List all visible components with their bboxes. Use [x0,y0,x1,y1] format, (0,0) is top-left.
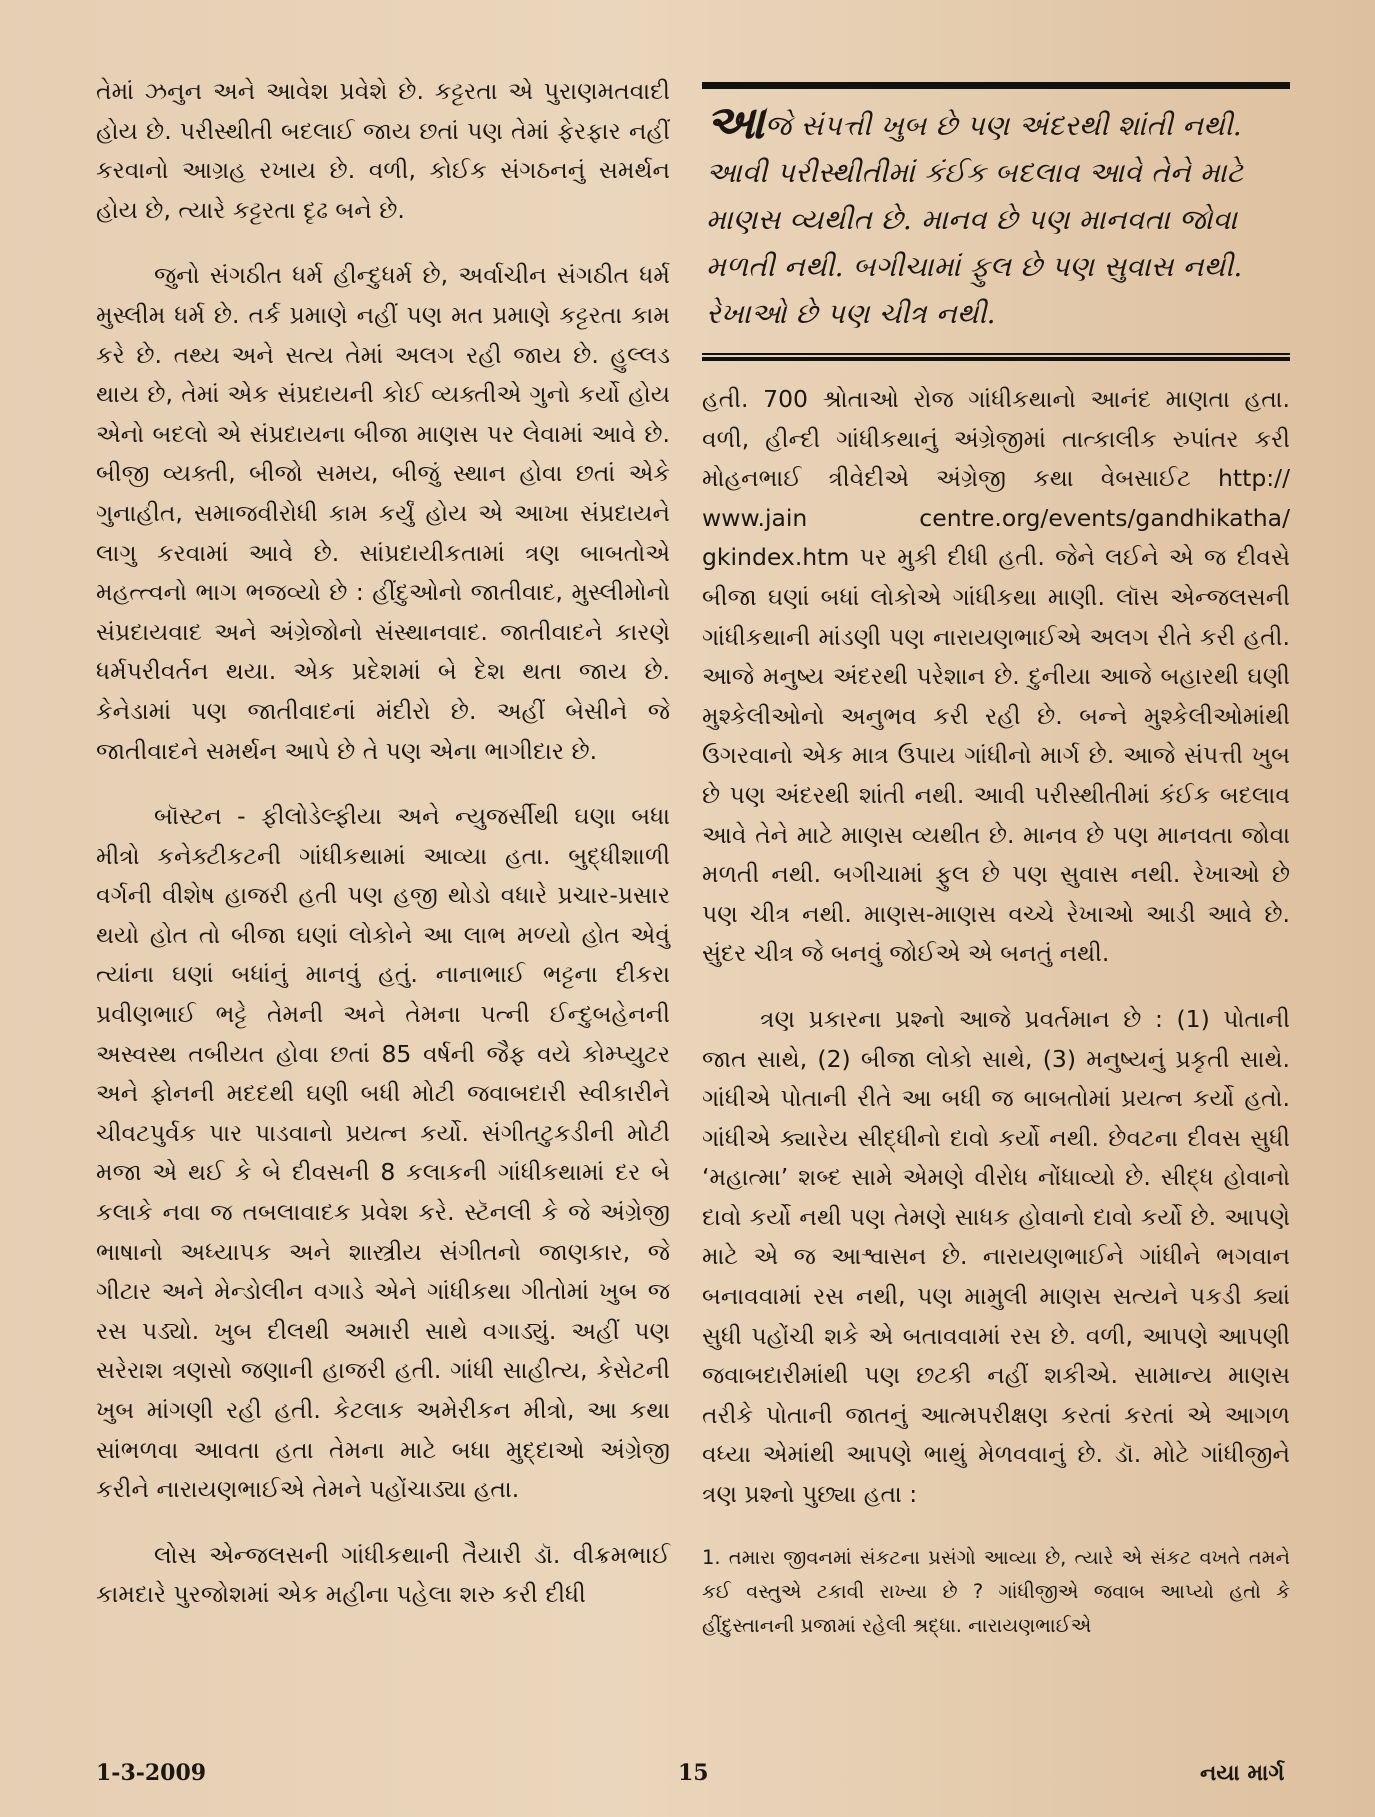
pull-quote-bottom-rule [702,353,1290,355]
pull-quote [702,82,1290,361]
pull-quote-text [702,89,1290,349]
paragraph: ત્રણ પ્રકારના પ્રશ્નો આજે પ્રવર્તમાન છે : (1) પોતાની જાત સાથે, (2) બીજા લોકો સાથે, (3) મનુષ્યનું પ્રકૃતી સાથે. ગાંધીએ પોતાની રીતે આ બધી જ બાબતોમાં પ્રયત્ન કર્યો હતો. ગાંધીએ ક્યારેય સીદ્ધીનો દાવો કર્યો નથી. છેવટના દીવસ સુધી ‘મહાત્મા’ શબ્દ સામે એમણે વીરોધ નોંધાવ્યો છે. સીદ્ધ હોવાનો દાવો કર્યો નથી પણ તેમણે સાધક હોવાનો દાવો કર્યો છે. આપણે માટે એ જ આશ્વાસન છે. નારાયણભાઈને ગાંધીને ભગવાન બનાવવામાં રસ નથી, પણ મામુલી માણસ સત્યને પકડી ક્યાં સુધી પહોંચી શકે એ બતાવવામાં રસ છે. વળી, આપણે આપણી જવાબદારીમાંથી પણ છટકી નહીં શકીએ. સામાન્ય માણસ તરીકે પોતાની જાતનું આત્મપરીક્ષણ કરતાં કરતાં એ આગળ વધ્યા એમાંથી આપણે ભાથું મેળવવાનું છે. ડૉ. મોટે ગાંધીજીને ત્રણ પ્રશ્નો પુછ્યા હતા : [702,1004,1290,1509]
paragraph: લોસ એન્જલસની ગાંધીકથાની તૈયારી ડૉ. વીક્રમભાઈ કામદારે પુરજોશમાં એક મહીના પહેલા શરુ કરી દીધી [96,1540,670,1609]
right-column [702,380,1290,1669]
paragraph: હતી. 700 શ્રોતાઓ રોજ ગાંધીકથાનો આનંદ માણતા હતા. વળી, હીન્દી ગાંધીકથાનું અંગ્રેજીમાં તાત્કાલીક રુપાંતર કરી મોહનભાઈ ત્રીવેદીએ અંગ્રેજી કથા વેબસાઈટ http:// www.jain centre.org/events/gandhikatha/ gkindex.htm પર મુકી દીધી હતી. જેને લઈને એ જ દીવસે બીજા ઘણાં બધાં લોકોએ ગાંધીકથા માણી. લૉસ એન્જલસની ગાંધીકથાની માંડણી પણ નારાયણભાઈએ અલગ રીતે કરી હતી. આજે મનુષ્ય અંદરથી પરેશાન છે. દુનીયા આજે બહારથી ઘણી મુશ્કેલીઓનો અનુભવ કરી રહી છે. બન્ને મુશ્કેલીઓમાંથી ઉગરવાનો એક માત્ર ઉપાય ગાંધીનો માર્ગ છે. આજે સંપત્તી ખુબ છે પણ અંદરથી શાંતી નથી. આવી પરીસ્થીતીમાં કંઈક બદલાવ આવે તેને માટે માણસ વ્યથીત છે. માનવ છે પણ માનવતા જોવા મળતી નથી. બગીચામાં ફુલ છે પણ સુવાસ નથી. રેખાઓ છે પણ ચીત્ર નથી. માણસ-માણસ વચ્ચે રેખાઓ આડી આવે છે. સુંદર ચીત્ર જે બનવું જોઈએ એ બનતું નથી. [702,385,1290,968]
numbered-question: 1. તમારા જીવનમાં સંકટના પ્રસંગો આવ્યા છે, ત્યારે એ સંકટ વખતે તમને કઈ વસ્તુએ ટકાવી રાખ્યા છે ? ગાંધીજીએ જવાબ આપ્યો હતો કે હીંદુસ્તાનની પ્રજામાં રહેલી શ્રદ્ધા. નારાયણભાઈએ [702,1545,1290,1637]
paragraph: જુનો સંગઠીત ધર્મ હીન્દુધર્મ છે, અર્વાચીન સંગઠીત ધર્મ મુસ્લીમ ધર્મ છે. તર્ક પ્રમાણે નહીં પણ મત પ્રમાણે કટ્ટરતા કામ કરે છે. તથ્ય અને સત્ય તેમાં અલગ રહી જાય છે. હુલ્લડ થાય છે, તેમાં એક સંપ્રદાયની કોઈ વ્યક્તીએ ગુનો કર્યો હોય એનો બદલો એ સંપ્રદાયના બીજા માણસ પર લેવામાં આવે છે. બીજી વ્યક્તી, બીજો સમય, બીજું સ્થાન હોવા છતાં એકે ગુનાહીત, સમાજવીરોધી કામ કર્યું હોય એ આખા સંપ્રદાયને લાગુ કરવામાં આવે છે. સાંપ્રદાયીકતામાં ત્રણ બાબતોએ મહત્ત્વનો ભાગ ભજવ્યો છે : હીંદુઓનો જાતીવાદ, મુસ્લીમોનો સંપ્રદાયવાદ અને અંગ્રેજોનો સંસ્થાનવાદ. જાતીવાદને કારણે ધર્મપરીવર્તન થયા. એક પ્રદેશમાં બે દેશ થતા જાય છે. કેનેડામાં પણ જાતીવાદનાં મંદીરો છે. અહીં બેસીને જે જાતીવાદને સમર્થન આપે છે તે પણ એના ભાગીદાર છે. [96,261,670,765]
pull-quote-top-rule [702,82,1290,89]
pull-quote-bottom-rule-thick [702,357,1290,361]
pull-quote-dropcap: આ [706,95,765,149]
pull-quote-body: જે સંપત્તી ખુબ છે પણ અંદરથી શાંતી નથી. આવી પરીસ્થીતીમાં કંઈક બદલાવ આવે તેને માટે માણસ વ્યથીત છે. માનવ છે પણ માનવતા જોવા મળતી નથી. બગીચામાં ફુલ છે પણ સુવાસ નથી. રેખાઓ છે પણ ચીત્ર નથી. [706,109,1244,330]
magazine-name: નયા માર્ગ [1200,1760,1285,1786]
left-column [96,72,670,1641]
page-number: 15 [678,1760,709,1786]
paragraph: તેમાં ઝનુન અને આવેશ પ્રવેશે છે. કટ્ટરતા એ પુરાણમતવાદી હોય છે. પરીસ્થીતી બદલાઈ જાય છતાં પણ તેમાં ફેરફાર નહીં કરવાનો આગ્રહ રખાય છે. વળી, કોઈક સંગઠનનું સમર્થન હોય છે, ત્યારે કટ્ટરતા દૃઢ બને છે. [96,77,670,224]
paragraph: બૉસ્ટન - ફીલોડેલ્ફીયા અને ન્યુજર્સીથી ઘણા બધા મીત્રો કનેક્ટીકટની ગાંધીકથામાં આવ્યા હતા. બુદ્ધીશાળી વર્ગની વીશેષ હાજરી હતી પણ હજી થોડો વધારે પ્રચાર-પ્રસાર થયો હોત તો બીજા ઘણાં લોકોને આ લાભ મળ્યો હોત એવું ત્યાંના ઘણાં બધાંનું માનવું હતું. નાનાભાઈ ભટ્ટના દીકરા પ્રવીણભાઈ ભટ્ટે તેમની અને તેમના પત્ની ઈન્દુબહેનની અસ્વસ્થ તબીયત હોવા છતાં 85 વર્ષની જૈફ વયે કોમ્પ્યુટર અને ફોનની મદદથી ઘણી બધી મોટી જવાબદારી સ્વીકારીને ચીવટપુર્વક પાર પાડવાનો પ્રયત્ન કર્યો. સંગીતટુકડીની મોટી મજા એ થઈ કે બે દીવસની 8 કલાકની ગાંધીકથામાં દર બે કલાકે નવા જ તબલાવાદક પ્રવેશ કરે. સ્ટૅનલી કે જે અંગ્રેજી ભાષાનો અધ્યાપક અને શાસ્ત્રીય સંગીતનો જાણકાર, જે ગીટાર અને મેન્ડોલીન વગાડે એને ગાંધીકથા ગીતોમાં ખુબ જ રસ પડ્યો. ખુબ દીલથી અમારી સાથે વગાડ્યું. અહીં પણ સરેરાશ ત્રણસો જણાની હાજરી હતી. ગાંધી સાહીત્ય, કેસેટની ખુબ માંગણી રહી હતી. કેટલાક અમેરીકન મીત્રો, આ કથા સાંભળવા આવતા હતા તેમના માટે બધા મુદ્દાઓ અંગ્રેજી કરીને નારાયણભાઈએ તેમને પહોંચાડ્યા હતા. [96,802,670,1504]
footer-date: 1-3-2009 [96,1760,207,1786]
